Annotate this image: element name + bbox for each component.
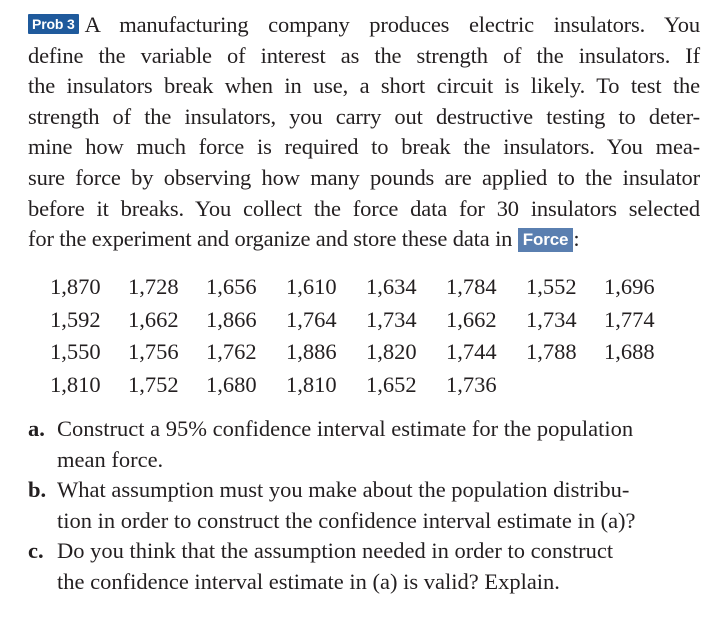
data-cell: 1,744 [446, 339, 497, 364]
data-cell: 1,652 [366, 371, 417, 397]
question-line: Construct a 95% confidence interval estimate for the population [57, 416, 634, 441]
data-cell: 1,762 [206, 339, 257, 364]
question-line: the confidence interval estimate in (a) is valid? Explain. [57, 568, 560, 594]
intro-line: define the variable of interest as the strength of the insulators. If [28, 42, 700, 68]
data-cell: 1,870 [50, 274, 101, 299]
intro-line: the insulators break when in use, a short circuit is likely. To test the [28, 73, 700, 99]
problem-number-badge: Prob 3 [28, 14, 79, 34]
question-c [28, 536, 700, 597]
data-cell: 1,634 [366, 274, 417, 299]
data-file-tag[interactable]: Force [518, 228, 574, 252]
data-cell: 1,696 [604, 274, 655, 299]
force-data-table [50, 271, 674, 401]
intro-line: before it breaks. You collect the force data for 30 insulators selected [28, 195, 700, 221]
data-cell: 1,820 [366, 339, 417, 364]
data-cell: 1,552 [526, 274, 577, 299]
data-cell: 1,810 [50, 371, 101, 397]
intro-line [28, 224, 700, 255]
data-cell: 1,680 [206, 371, 257, 397]
intro-line [28, 10, 700, 41]
data-cell: 1,756 [128, 339, 179, 364]
data-cell: 1,784 [446, 274, 497, 299]
table-row [50, 336, 674, 369]
data-cell: 1,752 [128, 371, 179, 397]
tag-colon: : [573, 226, 580, 252]
question-text [57, 414, 700, 475]
intro-line-text: A manufacturing company produces electric insulators. You [84, 12, 700, 37]
intro-line: sure force by observing how many pounds are applied to the insulator [28, 164, 700, 190]
question-line: tion in order to construct the confidence interval estimate in (a)? [57, 507, 636, 533]
intro-line: strength of the insulators, you carry out destructive testing to deter- [28, 103, 700, 129]
data-cell: 1,662 [446, 306, 497, 332]
data-cell: 1,774 [604, 306, 655, 332]
table-row [50, 304, 674, 337]
table-row [50, 369, 674, 402]
question-line: What assumption must you make about the population distribu- [57, 477, 630, 503]
data-cell: 1,886 [286, 339, 337, 364]
data-cell: 1,656 [206, 274, 257, 299]
data-cell: 1,788 [526, 339, 577, 364]
data-cell: 1,734 [526, 306, 577, 332]
question-label: c. [28, 538, 44, 564]
data-cell: 1,764 [286, 306, 337, 332]
question-label: b. [28, 477, 47, 503]
question-label: a. [28, 416, 45, 441]
question-line: mean force. [57, 446, 164, 472]
question-a [28, 414, 700, 475]
question-text [57, 475, 700, 536]
data-cell: 1,688 [604, 339, 655, 364]
data-cell: 1,592 [50, 306, 101, 332]
data-cell: 1,866 [206, 306, 257, 332]
data-cell: 1,662 [128, 306, 179, 332]
data-cell: 1,810 [286, 371, 337, 397]
table-row [50, 271, 674, 304]
intro-line-text: for the experiment and organize and store these data in [28, 226, 513, 252]
problem-statement [28, 10, 700, 255]
data-cell: 1,736 [446, 371, 497, 397]
data-cell: 1,610 [286, 274, 337, 299]
question-b [28, 475, 700, 536]
question-line: Do you think that the assumption needed in order to construct [57, 538, 614, 564]
question-list [28, 414, 700, 598]
data-cell [604, 369, 674, 402]
data-cell [526, 369, 604, 402]
data-cell: 1,728 [128, 274, 179, 299]
intro-line: mine how much force is required to break the insulators. You mea- [28, 134, 700, 160]
data-cell: 1,734 [366, 306, 417, 332]
data-cell: 1,550 [50, 339, 101, 364]
question-text [57, 536, 700, 597]
